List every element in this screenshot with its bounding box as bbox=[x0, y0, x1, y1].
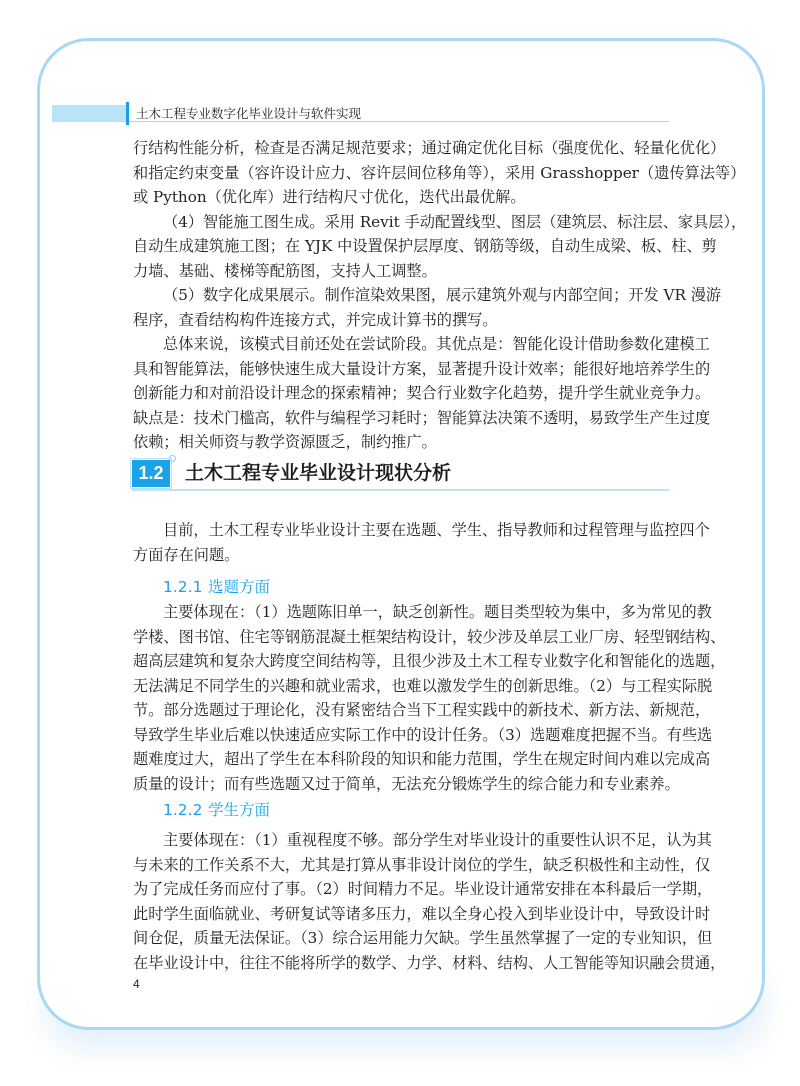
subsection-number: 1.2.2 bbox=[163, 801, 203, 819]
page-number: 4 bbox=[133, 977, 140, 991]
section-number-badge: 1.2 bbox=[132, 460, 170, 487]
text-line: 无法满足不同学生的兴趣和就业需求，也难以激发学生的创新思维。（2）与工程实际脱 bbox=[133, 676, 713, 695]
text-line: 学楼、图书馆、住宅等钢筋混凝土框架结构设计，较少涉及单层工业厂房、轻型钢结构、 bbox=[133, 627, 726, 646]
text-line: 依赖；相关师资与教学资源匮乏，制约推广。 bbox=[133, 433, 437, 451]
text-line: 节。部分选题过于理论化，没有紧密结合当下工程实践中的新技术、新方法、新规范， bbox=[133, 701, 711, 719]
text-line: 总体来说，该模式目前还处在尝试阶段。其优点是：智能化设计借助参数化建模工 bbox=[163, 335, 710, 353]
heading-ornament bbox=[169, 455, 176, 462]
sub2-paragraph bbox=[133, 828, 726, 975]
text-line: 方面存在问题。 bbox=[133, 545, 240, 564]
subsection-title: 选题方面 bbox=[208, 578, 271, 596]
body-top bbox=[133, 136, 747, 455]
running-title: 土木工程专业数字化毕业设计与软件实现 bbox=[136, 106, 362, 121]
text-line: 主要体现在：（1）重视程度不够。部分学生对毕业设计的重要性认识不足，认为其 bbox=[163, 831, 712, 849]
text-line: 题难度过大，超出了学生在本科阶段的知识和能力范围，学生在规定时间内难以完成高 bbox=[133, 750, 711, 768]
text-line: 行结构性能分析，检查是否满足规范要求；通过确定优化目标（强度优化、轻量化优化） bbox=[133, 139, 726, 157]
text-line: （4）智能施工图生成。采用 Revit 手动配置线型、图层（建筑层、标注层、家具层）， bbox=[163, 212, 747, 231]
text-line: 缺点是：技术门槛高，软件与编程学习耗时；智能算法决策不透明，易致学生产生过度 bbox=[133, 408, 711, 427]
section-rule bbox=[132, 489, 669, 491]
text-line: 导致学生毕业后难以快速适应实际工作中的设计任务。（3）选题难度把握不当。有些选 bbox=[133, 725, 713, 744]
text-line: 程序，查看结构构件连接方式，并完成计算书的撰写。 bbox=[133, 310, 498, 329]
text-line: 或 Python（优化库）进行结构尺寸优化，迭代出最优解。 bbox=[133, 188, 526, 206]
subsection-heading-1 bbox=[163, 575, 270, 597]
subsection-title: 学生方面 bbox=[208, 801, 271, 819]
text-line: 在毕业设计中，往往不能将所学的数学、力学、材料、结构、人工智能等知识融会贯通， bbox=[133, 953, 726, 972]
sub1-paragraph bbox=[133, 600, 726, 796]
text-line: 具和智能算法，能够快速生成大量设计方案，显著提升设计效率；能很好地培养学生的 bbox=[133, 359, 711, 378]
text-line: 目前，土木工程专业毕业设计主要在选题、学生、指导教师和过程管理与监控四个 bbox=[163, 521, 710, 539]
text-line: 间仓促，质量无法保证。（3）综合运用能力欠缺。学生虽然掌握了一定的专业知识，但 bbox=[133, 929, 713, 947]
text-line: 此时学生面临就业、考研复试等诸多压力，难以全身心投入到毕业设计中，导致设计时 bbox=[133, 904, 711, 923]
text-line: 主要体现在：（1）选题陈旧单一，缺乏创新性。题目类型较为集中，多为常见的教 bbox=[163, 603, 712, 621]
text-line: 创新能力和对前沿设计理念的探索精神；契合行业数字化趋势，提升学生就业竞争力。 bbox=[133, 384, 711, 402]
text-line: 质量的设计；而有些选题又过于简单，无法充分锻炼学生的综合能力和专业素养。 bbox=[133, 774, 680, 793]
text-line: 超高层建筑和复杂大跨度空间结构等，且很少涉及土木工程专业数字化和智能化的选题， bbox=[133, 652, 726, 670]
text-line: （5）数字化成果展示。制作渲染效果图，展示建筑外观与内部空间；开发 VR 漫游 bbox=[163, 286, 722, 304]
text-line: 和指定约束变量（容许设计应力、容许层间位移角等），采用 Grasshopper（遗传算法等） bbox=[133, 163, 746, 182]
subsection-heading-2 bbox=[163, 798, 270, 820]
subsection-number: 1.2.1 bbox=[163, 578, 203, 596]
text-line: 与未来的工作关系不大，尤其是打算从事非设计岗位的学生，缺乏积极性和主动性，仅 bbox=[133, 855, 711, 874]
intro-paragraph bbox=[133, 518, 710, 567]
text-line: 自动生成建筑施工图；在 YJK 中设置保护层厚度、钢筋等级，自动生成梁、板、柱、剪 bbox=[133, 237, 717, 255]
header-band bbox=[52, 105, 126, 122]
section-title: 土木工程专业毕业设计现状分析 bbox=[185, 462, 452, 484]
text-line: 为了完成任务而应付了事。（2）时间精力不足。毕业设计通常安排在本科最后一学期， bbox=[133, 880, 713, 898]
text-line: 力墙、基础、楼梯等配筋图，支持人工调整。 bbox=[133, 261, 437, 280]
